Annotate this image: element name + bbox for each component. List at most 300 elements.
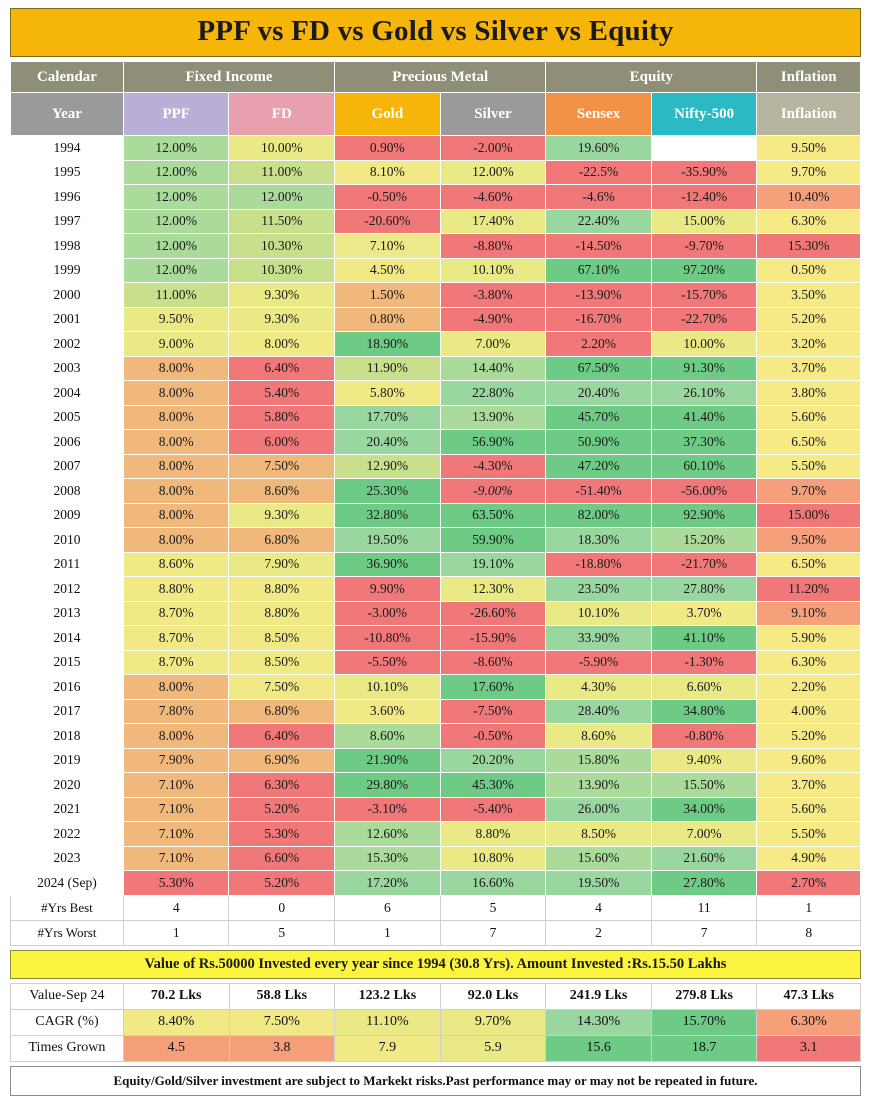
stat-value: 5 (229, 920, 335, 945)
value-cell: 15.80% (546, 748, 652, 773)
value-cell: 17.60% (440, 675, 546, 700)
table-row (11, 675, 861, 700)
value-cell: 9.40% (651, 748, 757, 773)
value-cell: 6.80% (229, 699, 335, 724)
value-cell: -56.00% (651, 479, 757, 504)
value-cell: 25.30% (335, 479, 441, 504)
column-header-sensex: Sensex (546, 93, 652, 136)
value-cell: 26.10% (651, 381, 757, 406)
value-cell: 10.40% (757, 185, 861, 210)
value-cell: 0.90% (335, 136, 441, 161)
year-cell: 2004 (11, 381, 124, 406)
value-cell: -4.6% (546, 185, 652, 210)
value-cell: 9.00% (123, 332, 229, 357)
value-cell: 8.70% (123, 650, 229, 675)
stat-value: 8 (757, 920, 861, 945)
value-cell: 14.40% (440, 356, 546, 381)
table-row (11, 234, 861, 259)
value-cell: 15.60% (546, 846, 652, 871)
value-cell: 8.00% (123, 356, 229, 381)
value-cell: 2.20% (757, 675, 861, 700)
value-cell: 8.00% (123, 724, 229, 749)
year-cell: 2021 (11, 797, 124, 822)
value-cell: 12.30% (440, 577, 546, 602)
value-cell: 15.00% (757, 503, 861, 528)
value-cell: 11.20% (757, 577, 861, 602)
value-cell: 59.90% (440, 528, 546, 553)
year-cell: 1994 (11, 136, 124, 161)
value-cell: 8.00% (123, 430, 229, 455)
summary-value: 9.70% (440, 1009, 546, 1035)
value-cell: 6.50% (757, 552, 861, 577)
value-cell: 17.20% (335, 871, 441, 896)
value-cell: 3.70% (651, 601, 757, 626)
column-header-row (11, 93, 861, 136)
value-cell: 6.00% (229, 430, 335, 455)
table-row (11, 577, 861, 602)
table-row (11, 307, 861, 332)
value-cell: -22.70% (651, 307, 757, 332)
value-cell: 8.70% (123, 626, 229, 651)
table-row (11, 185, 861, 210)
value-cell: 8.60% (335, 724, 441, 749)
value-cell: 11.50% (229, 209, 335, 234)
value-cell: 32.80% (335, 503, 441, 528)
value-cell: 2.20% (546, 332, 652, 357)
value-cell: 10.10% (335, 675, 441, 700)
value-cell: 5.50% (757, 822, 861, 847)
value-cell: -4.60% (440, 185, 546, 210)
value-cell: 8.80% (229, 577, 335, 602)
value-cell: 8.50% (229, 650, 335, 675)
value-cell: 13.90% (440, 405, 546, 430)
value-cell: 41.10% (651, 626, 757, 651)
value-cell: 0.80% (335, 307, 441, 332)
group-header-inflation: Inflation (757, 62, 861, 93)
value-cell: 67.10% (546, 258, 652, 283)
value-cell: 6.90% (229, 748, 335, 773)
value-cell: -8.60% (440, 650, 546, 675)
summary-value: 3.1 (757, 1035, 861, 1061)
value-cell: 12.00% (123, 258, 229, 283)
summary-label: Times Grown (11, 1035, 124, 1061)
value-cell: -9.00% (440, 479, 546, 504)
value-cell: 12.00% (123, 136, 229, 161)
table-row (11, 552, 861, 577)
value-cell: 15.00% (651, 209, 757, 234)
stat-value: 1 (757, 895, 861, 920)
value-cell: 8.10% (335, 160, 441, 185)
group-header-calendar: Calendar (11, 62, 124, 93)
value-cell: -5.50% (335, 650, 441, 675)
value-cell: 8.00% (123, 479, 229, 504)
value-cell: 34.80% (651, 699, 757, 724)
value-cell: 8.60% (546, 724, 652, 749)
value-cell: 8.00% (123, 405, 229, 430)
value-cell: 6.40% (229, 356, 335, 381)
summary-value: 11.10% (335, 1009, 441, 1035)
value-cell: 8.50% (546, 822, 652, 847)
stat-value: 5 (440, 895, 546, 920)
value-cell: 5.20% (229, 871, 335, 896)
value-cell: 8.00% (229, 332, 335, 357)
investment-banner: Value of Rs.50000 Invested every year since 1994 (30.8 Yrs). Amount Invested :Rs.15.50 Lakhs (10, 950, 861, 979)
value-cell: 29.80% (335, 773, 441, 798)
value-cell: 7.90% (229, 552, 335, 577)
table-row (11, 871, 861, 896)
value-cell: 8.00% (123, 503, 229, 528)
table-row (11, 258, 861, 283)
value-cell: 1.50% (335, 283, 441, 308)
value-cell: 34.00% (651, 797, 757, 822)
table-row (11, 405, 861, 430)
value-cell: 7.00% (440, 332, 546, 357)
value-cell: -0.50% (335, 185, 441, 210)
summary-value: 5.9 (440, 1035, 546, 1061)
summary-value: 123.2 Lks (335, 983, 441, 1009)
value-cell: 47.20% (546, 454, 652, 479)
value-cell: 6.80% (229, 528, 335, 553)
table-row (11, 454, 861, 479)
year-cell: 2007 (11, 454, 124, 479)
value-cell: 6.60% (651, 675, 757, 700)
value-cell: 21.60% (651, 846, 757, 871)
year-cell: 2010 (11, 528, 124, 553)
column-header-year: Year (11, 93, 124, 136)
value-cell: 5.20% (757, 307, 861, 332)
summary-value: 7.9 (335, 1035, 441, 1061)
value-cell: -0.50% (440, 724, 546, 749)
value-cell: 10.10% (440, 258, 546, 283)
stat-value: 7 (440, 920, 546, 945)
year-cell: 2016 (11, 675, 124, 700)
column-header-gold: Gold (335, 93, 441, 136)
group-header-row (11, 62, 861, 93)
value-cell: 3.80% (757, 381, 861, 406)
value-cell: 27.80% (651, 871, 757, 896)
value-cell: 5.20% (757, 724, 861, 749)
group-header-fixed-income: Fixed Income (123, 62, 334, 93)
value-cell: 8.50% (229, 626, 335, 651)
value-cell: -35.90% (651, 160, 757, 185)
value-cell: 5.90% (757, 626, 861, 651)
value-cell: 10.80% (440, 846, 546, 871)
summary-value: 15.70% (651, 1009, 757, 1035)
value-cell: 7.80% (123, 699, 229, 724)
stat-value: 1 (335, 920, 441, 945)
year-cell: 2015 (11, 650, 124, 675)
value-cell: -26.60% (440, 601, 546, 626)
value-cell: 15.50% (651, 773, 757, 798)
value-cell: 5.40% (229, 381, 335, 406)
value-cell: 9.30% (229, 307, 335, 332)
value-cell: 27.80% (651, 577, 757, 602)
value-cell: 22.80% (440, 381, 546, 406)
value-cell: -21.70% (651, 552, 757, 577)
year-cell: 1998 (11, 234, 124, 259)
value-cell: -14.50% (546, 234, 652, 259)
summary-value: 241.9 Lks (546, 983, 652, 1009)
value-cell: 8.60% (229, 479, 335, 504)
value-cell: 7.50% (229, 675, 335, 700)
table-row (11, 773, 861, 798)
table-row (11, 650, 861, 675)
value-cell: 10.00% (229, 136, 335, 161)
summary-table-body (11, 983, 861, 1061)
year-cell: 2000 (11, 283, 124, 308)
table-row (11, 601, 861, 626)
table-row (11, 356, 861, 381)
value-cell: 9.70% (757, 160, 861, 185)
value-cell: 12.00% (229, 185, 335, 210)
year-cell: 1997 (11, 209, 124, 234)
value-cell: 28.40% (546, 699, 652, 724)
value-cell: 11.90% (335, 356, 441, 381)
summary-value: 70.2 Lks (123, 983, 229, 1009)
value-cell: 12.00% (123, 209, 229, 234)
year-cell: 2017 (11, 699, 124, 724)
value-cell: 5.60% (757, 797, 861, 822)
table-row (11, 332, 861, 357)
value-cell: -3.80% (440, 283, 546, 308)
value-cell: -15.90% (440, 626, 546, 651)
value-cell: 3.70% (757, 356, 861, 381)
stat-value: 4 (546, 895, 652, 920)
value-cell: 19.50% (335, 528, 441, 553)
stat-row (11, 920, 861, 945)
value-cell: 50.90% (546, 430, 652, 455)
year-cell: 2018 (11, 724, 124, 749)
value-cell: 10.30% (229, 234, 335, 259)
value-cell: 9.30% (229, 503, 335, 528)
value-cell: 7.10% (123, 846, 229, 871)
year-cell: 2020 (11, 773, 124, 798)
value-cell: 19.60% (546, 136, 652, 161)
value-cell: 23.50% (546, 577, 652, 602)
summary-row (11, 1035, 861, 1061)
value-cell: 18.90% (335, 332, 441, 357)
value-cell: 9.50% (123, 307, 229, 332)
value-cell: 3.20% (757, 332, 861, 357)
value-cell: 12.00% (123, 185, 229, 210)
value-cell: 5.30% (229, 822, 335, 847)
value-cell: 36.90% (335, 552, 441, 577)
year-cell: 2014 (11, 626, 124, 651)
value-cell: -4.30% (440, 454, 546, 479)
summary-value: 47.3 Lks (757, 983, 861, 1009)
value-cell: 13.90% (546, 773, 652, 798)
stat-label: #Yrs Best (11, 895, 124, 920)
value-cell: 2.70% (757, 871, 861, 896)
value-cell: 45.30% (440, 773, 546, 798)
value-cell: 45.70% (546, 405, 652, 430)
value-cell: 12.60% (335, 822, 441, 847)
table-row (11, 430, 861, 455)
year-cell: 2009 (11, 503, 124, 528)
value-cell: 97.20% (651, 258, 757, 283)
stat-label: #Yrs Worst (11, 920, 124, 945)
value-cell: 20.40% (546, 381, 652, 406)
summary-value: 58.8 Lks (229, 983, 335, 1009)
value-cell: 3.60% (335, 699, 441, 724)
value-cell: 7.10% (123, 773, 229, 798)
value-cell: 21.90% (335, 748, 441, 773)
value-cell: -7.50% (440, 699, 546, 724)
value-cell: 19.50% (546, 871, 652, 896)
value-cell: 5.30% (123, 871, 229, 896)
summary-value: 4.5 (123, 1035, 229, 1061)
value-cell: -51.40% (546, 479, 652, 504)
summary-value: 92.0 Lks (440, 983, 546, 1009)
value-cell: 11.00% (123, 283, 229, 308)
table-row (11, 160, 861, 185)
stat-value: 2 (546, 920, 652, 945)
value-cell: 12.00% (440, 160, 546, 185)
summary-value: 6.30% (757, 1009, 861, 1035)
table-row (11, 503, 861, 528)
value-cell: -3.00% (335, 601, 441, 626)
value-cell: 7.10% (335, 234, 441, 259)
value-cell: 8.00% (123, 528, 229, 553)
column-header-silver: Silver (440, 93, 546, 136)
value-cell: 10.00% (651, 332, 757, 357)
value-cell: 10.10% (546, 601, 652, 626)
stat-value: 6 (335, 895, 441, 920)
value-cell: 26.00% (546, 797, 652, 822)
value-cell: 15.30% (757, 234, 861, 259)
stat-value: 11 (651, 895, 757, 920)
column-header-fd: FD (229, 93, 335, 136)
value-cell: 67.50% (546, 356, 652, 381)
value-cell: 8.80% (123, 577, 229, 602)
value-cell: 41.40% (651, 405, 757, 430)
page-title: PPF vs FD vs Gold vs Silver vs Equity (197, 15, 674, 47)
summary-value: 8.40% (123, 1009, 229, 1035)
value-cell: -16.70% (546, 307, 652, 332)
returns-table (10, 61, 861, 946)
value-cell: 7.10% (123, 797, 229, 822)
summary-value: 279.8 Lks (651, 983, 757, 1009)
table-row (11, 381, 861, 406)
value-cell: -5.90% (546, 650, 652, 675)
year-cell: 2006 (11, 430, 124, 455)
value-cell: 17.70% (335, 405, 441, 430)
value-cell: 4.30% (546, 675, 652, 700)
value-cell: 8.60% (123, 552, 229, 577)
table-row (11, 528, 861, 553)
value-cell: 6.60% (229, 846, 335, 871)
table-row (11, 846, 861, 871)
value-cell: 4.00% (757, 699, 861, 724)
value-cell: 9.10% (757, 601, 861, 626)
column-header-nifty500: Nifty-500 (651, 93, 757, 136)
year-cell: 2005 (11, 405, 124, 430)
value-cell: 20.20% (440, 748, 546, 773)
value-cell: 5.80% (335, 381, 441, 406)
year-cell: 2019 (11, 748, 124, 773)
value-cell: 18.30% (546, 528, 652, 553)
summary-row (11, 983, 861, 1009)
column-header-inflation: Inflation (757, 93, 861, 136)
table-row (11, 626, 861, 651)
value-cell: 6.50% (757, 430, 861, 455)
value-cell: 4.50% (335, 258, 441, 283)
year-cell: 2022 (11, 822, 124, 847)
value-cell: 0.50% (757, 258, 861, 283)
title-bar (10, 8, 861, 57)
column-header-ppf: PPF (123, 93, 229, 136)
value-cell: 9.50% (757, 528, 861, 553)
value-cell: 7.90% (123, 748, 229, 773)
value-cell: 6.30% (757, 209, 861, 234)
value-cell: 8.00% (123, 675, 229, 700)
value-cell: -8.80% (440, 234, 546, 259)
value-cell: 12.00% (123, 234, 229, 259)
year-cell: 1995 (11, 160, 124, 185)
year-cell: 2024 (Sep) (11, 871, 124, 896)
value-cell: 9.90% (335, 577, 441, 602)
value-cell: -3.10% (335, 797, 441, 822)
year-cell: 2012 (11, 577, 124, 602)
table-row (11, 822, 861, 847)
value-cell: -5.40% (440, 797, 546, 822)
value-cell: -0.80% (651, 724, 757, 749)
year-cell: 2002 (11, 332, 124, 357)
stat-row (11, 895, 861, 920)
table-row (11, 699, 861, 724)
value-cell: 9.60% (757, 748, 861, 773)
summary-label: Value-Sep 24 (11, 983, 124, 1009)
value-cell: 56.90% (440, 430, 546, 455)
value-cell: 12.90% (335, 454, 441, 479)
summary-table (10, 983, 861, 1062)
value-cell: 33.90% (546, 626, 652, 651)
group-header-precious-metal: Precious Metal (335, 62, 546, 93)
year-cell: 2008 (11, 479, 124, 504)
value-cell: 8.80% (440, 822, 546, 847)
disclaimer-footer: Equity/Gold/Silver investment are subject to Markekt risks.Past performance may or may not be repeated in future. (10, 1066, 861, 1096)
stats-table-body (11, 895, 861, 945)
value-cell: 9.50% (757, 136, 861, 161)
value-cell: 15.20% (651, 528, 757, 553)
year-cell: 2011 (11, 552, 124, 577)
value-cell: 19.10% (440, 552, 546, 577)
year-cell: 2013 (11, 601, 124, 626)
value-cell: 3.50% (757, 283, 861, 308)
value-cell: 9.30% (229, 283, 335, 308)
value-cell: 37.30% (651, 430, 757, 455)
stat-value: 1 (123, 920, 229, 945)
value-cell: -2.00% (440, 136, 546, 161)
year-cell: 2001 (11, 307, 124, 332)
value-cell: 10.30% (229, 258, 335, 283)
value-cell: 4.90% (757, 846, 861, 871)
value-cell: -22.5% (546, 160, 652, 185)
value-cell: -1.30% (651, 650, 757, 675)
value-cell: -18.80% (546, 552, 652, 577)
value-cell: 15.30% (335, 846, 441, 871)
value-cell: 6.30% (757, 650, 861, 675)
value-cell: 11.00% (229, 160, 335, 185)
value-cell: 9.70% (757, 479, 861, 504)
summary-value: 7.50% (229, 1009, 335, 1035)
summary-value: 3.8 (229, 1035, 335, 1061)
table-row (11, 283, 861, 308)
value-cell: 7.00% (651, 822, 757, 847)
stat-value: 4 (123, 895, 229, 920)
year-cell: 2023 (11, 846, 124, 871)
value-cell: 6.40% (229, 724, 335, 749)
